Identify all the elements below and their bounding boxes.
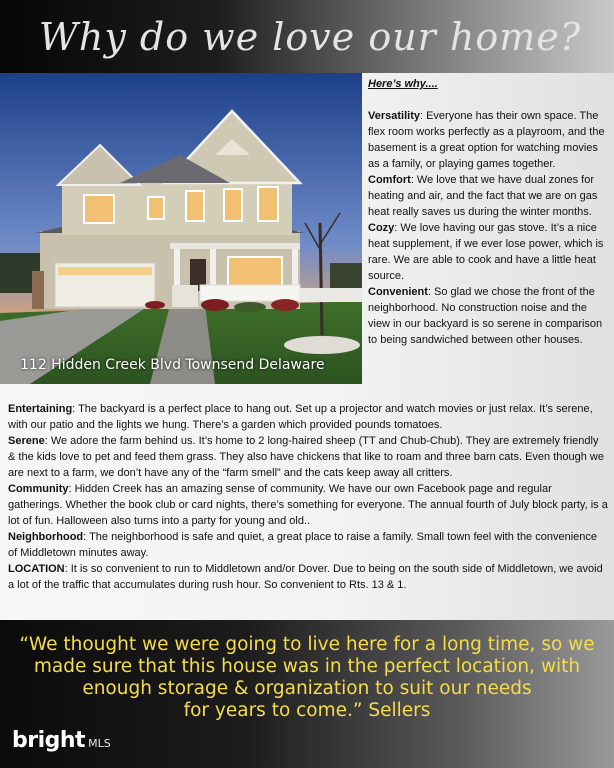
header-banner (0, 0, 614, 73)
paragraph-label: Entertaining (8, 403, 73, 415)
paragraph-entertaining (8, 401, 608, 433)
paragraph-label: Versatility (368, 110, 420, 122)
paragraph-label: Serene (8, 435, 45, 447)
paragraph-text: : We love that we have dual zones for heating and air, and the fact that we are on gas heat really saves us during the winter months. (368, 174, 598, 218)
logo-brand: bright (12, 728, 86, 753)
paragraph-label: Neighborhood (8, 531, 84, 543)
paragraph-text: : Hidden Creek has an amazing sense of community. We have our own Facebook page and regular gatherings. Whether the book club or card nights, there’s something for everyone. The annual fourth of July block party, is a lot of fun. Halloween also turns into a party for young and old.. (8, 483, 608, 527)
paragraph-text: : It is so convenient to run to Middletown and/or Dover. Due to being on the south side of Middletown, we avoid a lot of the traffic that accumulates during rush hour. So convenient to Rts. 13 & 1. (8, 563, 603, 591)
paragraph-text: : We love having our gas stove. It’s a nice heat supplement, if we ever lose power, which is rare. We are able to cook and have a little heat source. (368, 222, 604, 282)
bottom-text-block (8, 401, 608, 593)
side-text-block (368, 76, 610, 348)
paragraph-label: Community (8, 483, 69, 495)
house-illustration (0, 73, 362, 384)
paragraph-neighborhood (8, 529, 608, 561)
house-photo (0, 73, 362, 384)
paragraph-label: Convenient (368, 286, 428, 298)
paragraph-label: Cozy (368, 222, 395, 234)
content-area (0, 73, 614, 620)
paragraph-community (8, 481, 608, 529)
page-title: Why do we love our home? (38, 14, 582, 59)
paragraph-versatility (368, 108, 610, 172)
seller-quote (6, 634, 608, 722)
paragraph-text: : The backyard is a perfect place to hang out. Set up a projector and watch movies or just relax. It’s serene, with our patio and the lights we hung. There’s a garden which provided pounds tomatoes. (8, 403, 593, 431)
logo-suffix: MLS (88, 737, 111, 750)
section-heading: Here’s why.... (368, 78, 438, 90)
quote-line: for years to come.” Sellers (183, 700, 431, 721)
paragraph-text: : Everyone has their own space. The flex room works perfectly as a playroom, and the basement is a great option for watching movies as a family, or playing games together. (368, 110, 605, 170)
address-caption: 112 Hidden Creek Blvd Townsend Delaware (20, 357, 325, 373)
bright-mls-logo (12, 728, 111, 753)
quote-line: “We thought we were going to live here for a long time, so we (19, 634, 595, 655)
paragraph-serene (8, 433, 608, 481)
paragraph-text: : We adore the farm behind us. It’s home to 2 long-haired sheep (TT and Chub-Chub). They are extremely friendly & the kids love to pet and feed them grass. They also have chickens that like to roam and three barn cats. Even though we are next to a farm, we don’t have any of the “farm smell” and the cats keep away all critters. (8, 435, 604, 479)
quote-line: enough storage & organization to suit our needs (82, 678, 532, 699)
paragraph-text: : So glad we chose the front of the neighborhood. No construction noise and the view in our backyard is so serene in comparison to being sandwiched between other houses. (368, 286, 603, 346)
paragraph-location (8, 561, 608, 593)
quote-line: made sure that this house was in the perfect location, with (33, 656, 581, 677)
paragraph-convenient (368, 284, 610, 348)
paragraph-cozy (368, 220, 610, 284)
paragraph-label: Comfort (368, 174, 411, 186)
paragraph-label: LOCATION (8, 563, 65, 575)
paragraph-comfort (368, 172, 610, 220)
paragraph-text: : The neighborhood is safe and quiet, a great place to raise a family. Small town feel with the convenience of Middletown minutes away. (8, 531, 597, 559)
